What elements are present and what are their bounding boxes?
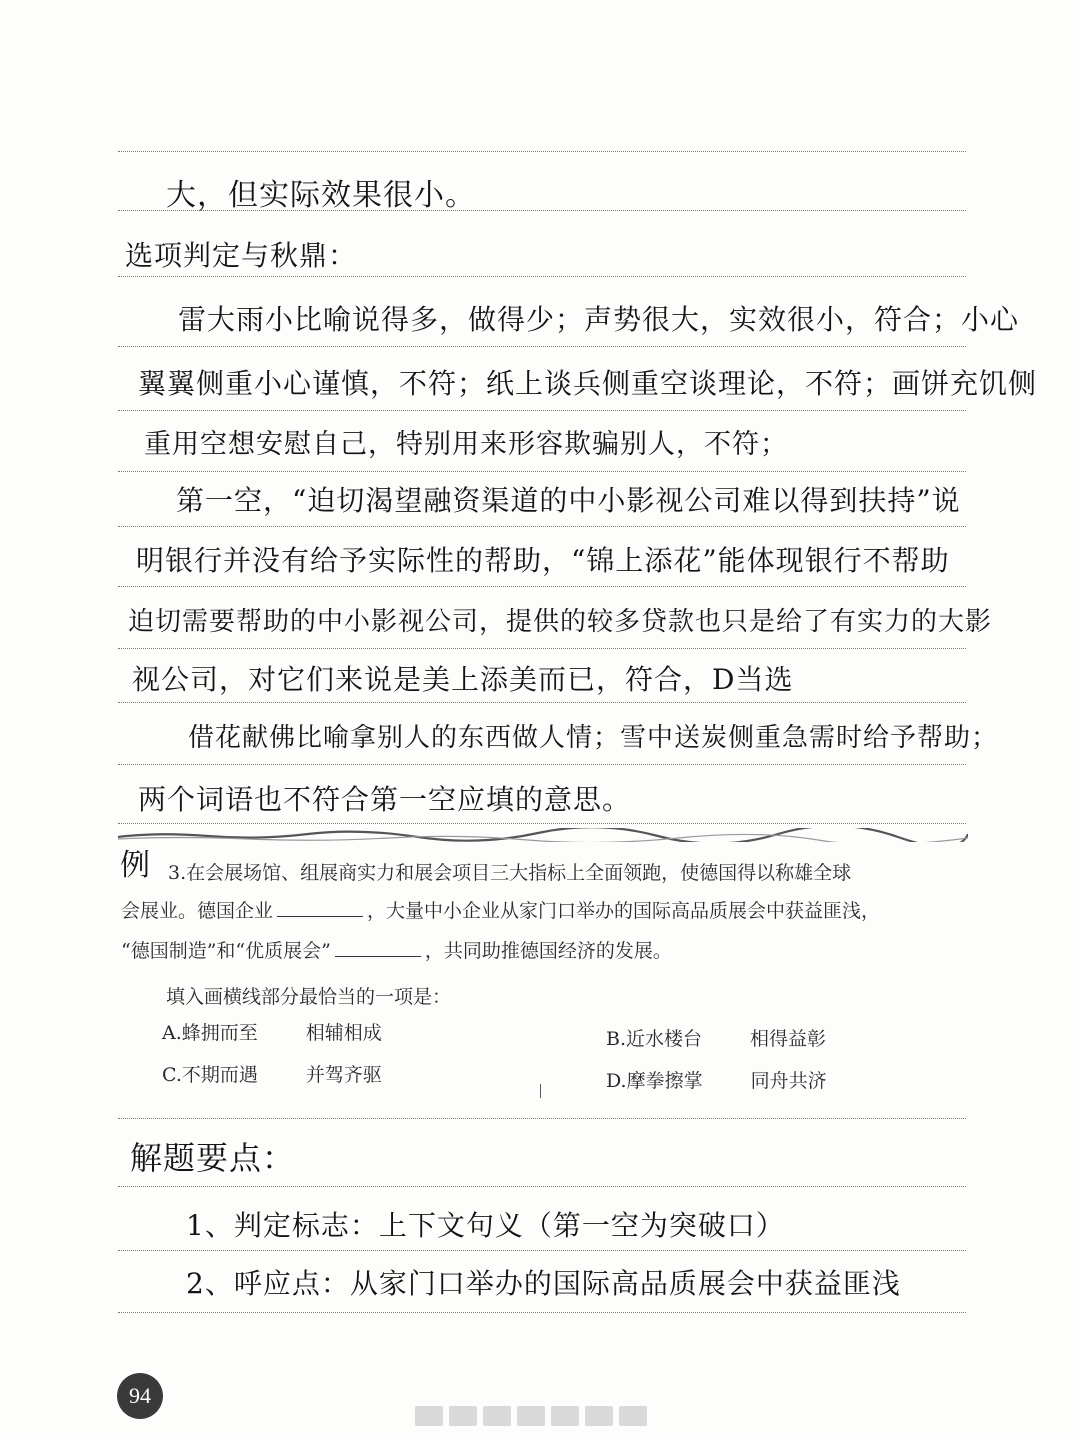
ruled-line [118,586,966,587]
answer-blank [277,898,363,917]
ruled-line [118,276,966,277]
question-text-part: ，大量中小企业从家门口举办的国际高品质展会中获益匪浅， [367,900,881,922]
example-marker: 例 [120,848,151,883]
page-number: 94 [117,1373,163,1419]
question-text-part: ，共同助推德国经济的发展。 [424,940,672,962]
handwritten-line: 明银行并没有给予实际性的帮助，“锦上添花”能体现银行不帮助 [136,544,950,577]
option-d [606,1068,827,1094]
ruled-line [118,526,966,527]
handwritten-line: 重用空想安慰自己，特别用来形容欺骗别人，不符； [144,429,788,460]
watermark [415,1406,665,1426]
ruled-line [118,1250,966,1251]
option-c [162,1062,382,1088]
question-text-part: 会展业。德国企业 [121,900,274,922]
ruled-line [118,410,966,411]
solution-point-2: 2、呼应点：从家门口举办的国际高品质展会中获益匪浅 [186,1267,901,1300]
answer-blank [335,938,421,957]
handwritten-heading: 选项判定与秋鼎： [125,239,358,272]
option-pair: 相辅相成 [305,1022,382,1044]
handwritten-line: 两个词语也不符合第一空应填的意思。 [138,783,632,816]
ruled-line [118,648,966,649]
option-letter: A.蜂拥而至 [162,1022,258,1044]
option-letter: D.摩拳擦掌 [606,1070,703,1092]
ruled-line [118,823,966,824]
question-text-part: “德国制造”和“优质展会” [121,940,331,962]
ruled-line [118,346,966,347]
handwritten-line: 视公司，对它们来说是美上添美而已，符合，D当选 [132,663,794,696]
handwritten-line: 借花献佛比喻拿别人的东西做人情；雪中送炭侧重急需时给予帮助； [188,723,999,753]
option-pair: 相得益彰 [750,1028,827,1050]
stray-mark [540,1084,541,1098]
option-b [606,1026,826,1052]
option-pair: 同舟共济 [750,1070,827,1092]
handwritten-line: 雷大雨小比喻说得多，做得少；声势很大，实效很小，符合；小心 [178,303,1020,336]
handwritten-line: 大，但实际效果很小。 [166,178,476,213]
ruled-line [118,471,966,472]
handwritten-line: 翼翼侧重小心谨慎，不符；纸上谈兵侧重空谈理论，不符；画饼充饥侧 [138,367,1038,400]
ruled-line [118,1312,966,1313]
solution-point-1: 1、判定标志：上下文句义（第一空为突破口） [186,1209,785,1242]
ruled-line [118,1186,966,1187]
option-letter: B.近水楼台 [606,1028,703,1050]
question-text [121,938,672,964]
question-text: 3.在会展场馆、组展商实力和展会项目三大指标上全面领跑，使德国得以称雄全球 [168,862,852,884]
handwritten-line: 第一空，“迫切渴望融资渠道的中小影视公司难以得到扶持”说 [176,484,961,517]
question-prompt: 填入画横线部分最恰当的一项是： [166,986,452,1008]
ruled-line [118,702,966,703]
option-letter: C.不期而遇 [162,1064,258,1086]
option-pair: 并驾齐驱 [305,1064,382,1086]
ruled-line [118,151,966,152]
option-a [162,1020,382,1046]
handwritten-line: 迫切需要帮助的中小影视公司，提供的较多贷款也只是给了有实力的大影 [128,607,993,637]
question-text [121,898,880,924]
pasted-clipping-edge [118,828,968,842]
ruled-line [118,1118,966,1119]
ruled-line [118,764,966,765]
solution-heading: 解题要点： [130,1139,296,1177]
